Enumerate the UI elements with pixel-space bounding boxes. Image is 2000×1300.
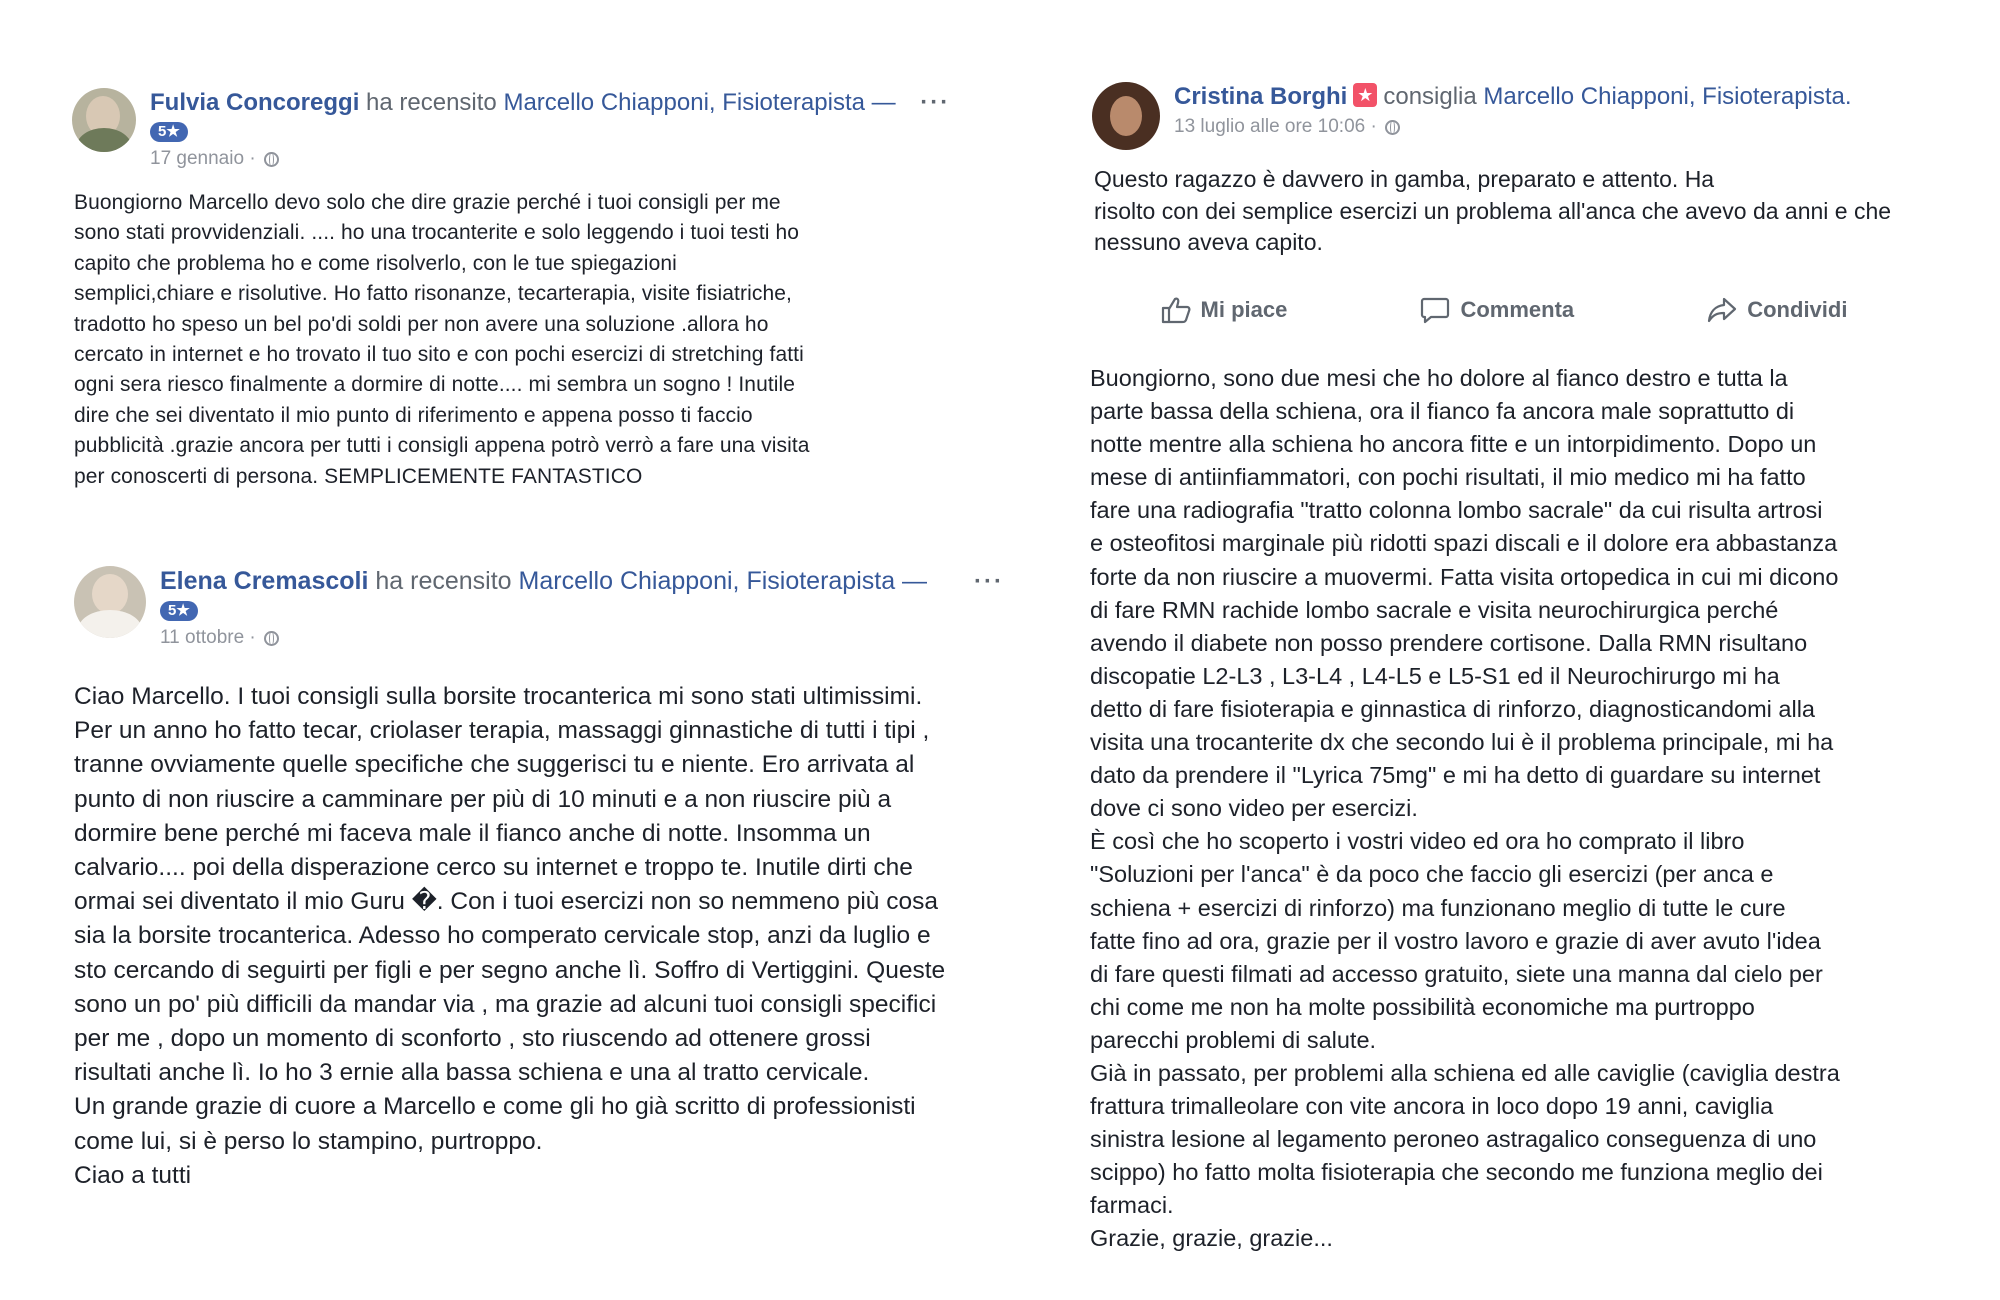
more-options-icon[interactable]: ··· bbox=[920, 89, 951, 116]
rating-badge: 5★ bbox=[150, 122, 188, 142]
page-link[interactable]: Marcello Chiapponi, Fisioterapista — bbox=[518, 567, 928, 595]
comment-button[interactable] bbox=[1420, 296, 1574, 324]
author-name[interactable]: Cristina Borghi bbox=[1174, 83, 1348, 110]
review-elena-header bbox=[74, 566, 1004, 651]
avatar[interactable] bbox=[1092, 82, 1160, 150]
author-name[interactable]: Elena Cremascoli bbox=[160, 567, 369, 595]
share-label: Condividi bbox=[1747, 297, 1848, 322]
review-elena-text: Ciao Marcello. I tuoi consigli sulla borsite trocanterica mi sono stati ultimissimi. Per un anno ho fatto tecar, criolaser terapia, massaggi ginnastiche di tutti i tipi , tranne ovviamente quelle specifiche che suggerisci tu e niente. Ero arrivata al punto di non riuscire a camminare per più di 10 minuti e a non riuscire più a dormire bene perché mi faceva male il fianco anche di notte. Insomma un calvario.... poi della disperazione cerco su internet e troppo te. Inutile dirti che ormai sei diventato il mio Guru �. Con i tuoi esercizi non so nemmeno più cosa sia la borsite trocanterica. Adesso ho comperato cervicale stop, anzi da luglio e sto cercando di seguirti per figli e per segno anche lì. Soffro di Vertiggini. Queste sono un po' più difficili da mandar via , ma grazie ad alcuni tuoi consigli specifici per me , dopo un momento di sconforto , sto riuscendo ad ottenere grossi risultati anche lì. Io ho 3 ernie alla bassa schiena e una al tratto cervicale. Un grande grazie di cuore a Marcello e come gli ho già scritto di professionisti come lui, si è perso lo stampino, purtroppo. Ciao a tutti bbox=[74, 683, 946, 1189]
post-date[interactable]: 13 luglio alle ore 10:06 · bbox=[1174, 116, 1377, 137]
avatar[interactable] bbox=[72, 88, 136, 152]
avatar[interactable] bbox=[74, 566, 146, 638]
review-fulvia-text: Buongiorno Marcello devo solo che dire grazie perché i tuoi consigli per me sono stati provvidenziali. .... ho una trocanterite e solo leggendo i tuoi testi ho capito che problema ho e come risolverlo, con le tue spiegazioni semplici,chiare e risolutive. Ho fatto risonanze, tecarterapia, visite fisiatriche, tradotto ho speso un bel po'di soldi per non avere una soluzione .allora ho cercato in internet e ho trovato il tuo sito e con pochi esercizi di stretching fatti ogni sera riesco finalmente a dormire di notte.... mi sembra un sogno ! Inutile dire che sei diventato il mio punto di riferimento e appena posso ti faccio pubblicità .grazie ancora per tutti i consigli appena potrò verrò a fare una visita per conoscerti di persona. SEMPLICEMENTE FANTASTICO bbox=[74, 191, 810, 488]
post-actions-bar bbox=[1094, 288, 1914, 332]
like-label: Mi piace bbox=[1200, 297, 1288, 322]
comment-label: Commenta bbox=[1460, 297, 1575, 322]
page-link[interactable]: Marcello Chiapponi, Fisioterapista. bbox=[1483, 83, 1852, 110]
review-verb: ha recensito bbox=[366, 89, 497, 116]
page-link[interactable]: Marcello Chiapponi, Fisioterapista — bbox=[503, 89, 896, 116]
review-cristina-text: Questo ragazzo è davvero in gamba, preparato e attento. Ha risolto con dei semplice esercizi un problema all'anca che avevo da anni e che nessuno aveva capito. bbox=[1094, 166, 1892, 255]
author-name[interactable]: Fulvia Concoreggi bbox=[150, 89, 360, 116]
globe-icon bbox=[264, 631, 279, 646]
share-button[interactable] bbox=[1707, 296, 1847, 324]
review-cristina-header bbox=[1092, 82, 1852, 150]
more-options-icon[interactable]: ··· bbox=[974, 568, 1004, 595]
like-button[interactable] bbox=[1161, 296, 1288, 324]
globe-icon bbox=[264, 152, 279, 167]
post-date[interactable]: 17 gennaio · bbox=[150, 148, 256, 169]
comment-icon bbox=[1420, 296, 1450, 324]
review-fulvia-header bbox=[72, 88, 950, 172]
top-fan-icon: ★ bbox=[1353, 83, 1377, 107]
post-date[interactable]: 11 ottobre · bbox=[160, 627, 256, 648]
thumbs-up-icon bbox=[1161, 296, 1191, 324]
review-verb: consiglia bbox=[1383, 83, 1477, 110]
rating-badge: 5★ bbox=[160, 601, 198, 621]
review-verb: ha recensito bbox=[375, 567, 512, 595]
share-icon bbox=[1707, 296, 1737, 324]
globe-icon bbox=[1385, 120, 1400, 135]
review-long-text: Buongiorno, sono due mesi che ho dolore al fianco destro e tutta la parte bassa della schiena, ora il fianco fa ancora male soprattutto di notte mentre alla schiena ho ancora fitte e un intorpidimento. Dopo un mese di antiinfiammatori, con pochi risultati, il mio medico mi ha fatto fare una radiografia "tratto colonna lombo sacrale" da cui risulta artrosi e osteofitosi marginale più ridotti spazi discali e il dolore era abbastanza forte da non riuscire a muovermi. Fatta visita ortopedica in cui mi dicono di fare RMN rachide lombo sacrale e visita neurochirurgica perché avendo il diabete non posso prendere cortisone. Dalla RMN risultano discopatie L2-L3 , L3-L4 , L4-L5 e L5-S1 ed il Neurochirurgo mi ha detto di fare fisioterapia e ginnastica di rinforzo, diagnosticandomi alla visita una trocanterite dx che secondo lui è il problema principale, mi ha dato da prendere il "Lyrica 75mg" e mi ha detto di guardare su internet dove ci sono video per esercizi. È così che ho scoperto i vostri video ed ora ho comprato il libro "Soluzioni per l'anca" è da poco che faccio gli esercizi (per anca e schiena + esercizi di rinforzo) ma funzionano meglio di tutte le cure fatte fino ad ora, grazie per il vostro lavoro e grazie di aver avuto l'idea di fare questi filmati ad accesso gratuito, siete una manna dal cielo per chi come me non ha molte possibilità economiche ma purtroppo parecchi problemi di salute. Già in passato, per problemi alla schiena ed alle caviglie (caviglia destra frattura trimalleolare con vite ancora in loco dopo 19 anni, caviglia sinistra lesione al legamento peroneo astragalico conseguenza di uno scippo) ho fatto molta fisioterapia che secondo me funziona meglio dei farmaci. Grazie, grazie, grazie... bbox=[1090, 365, 1840, 1252]
